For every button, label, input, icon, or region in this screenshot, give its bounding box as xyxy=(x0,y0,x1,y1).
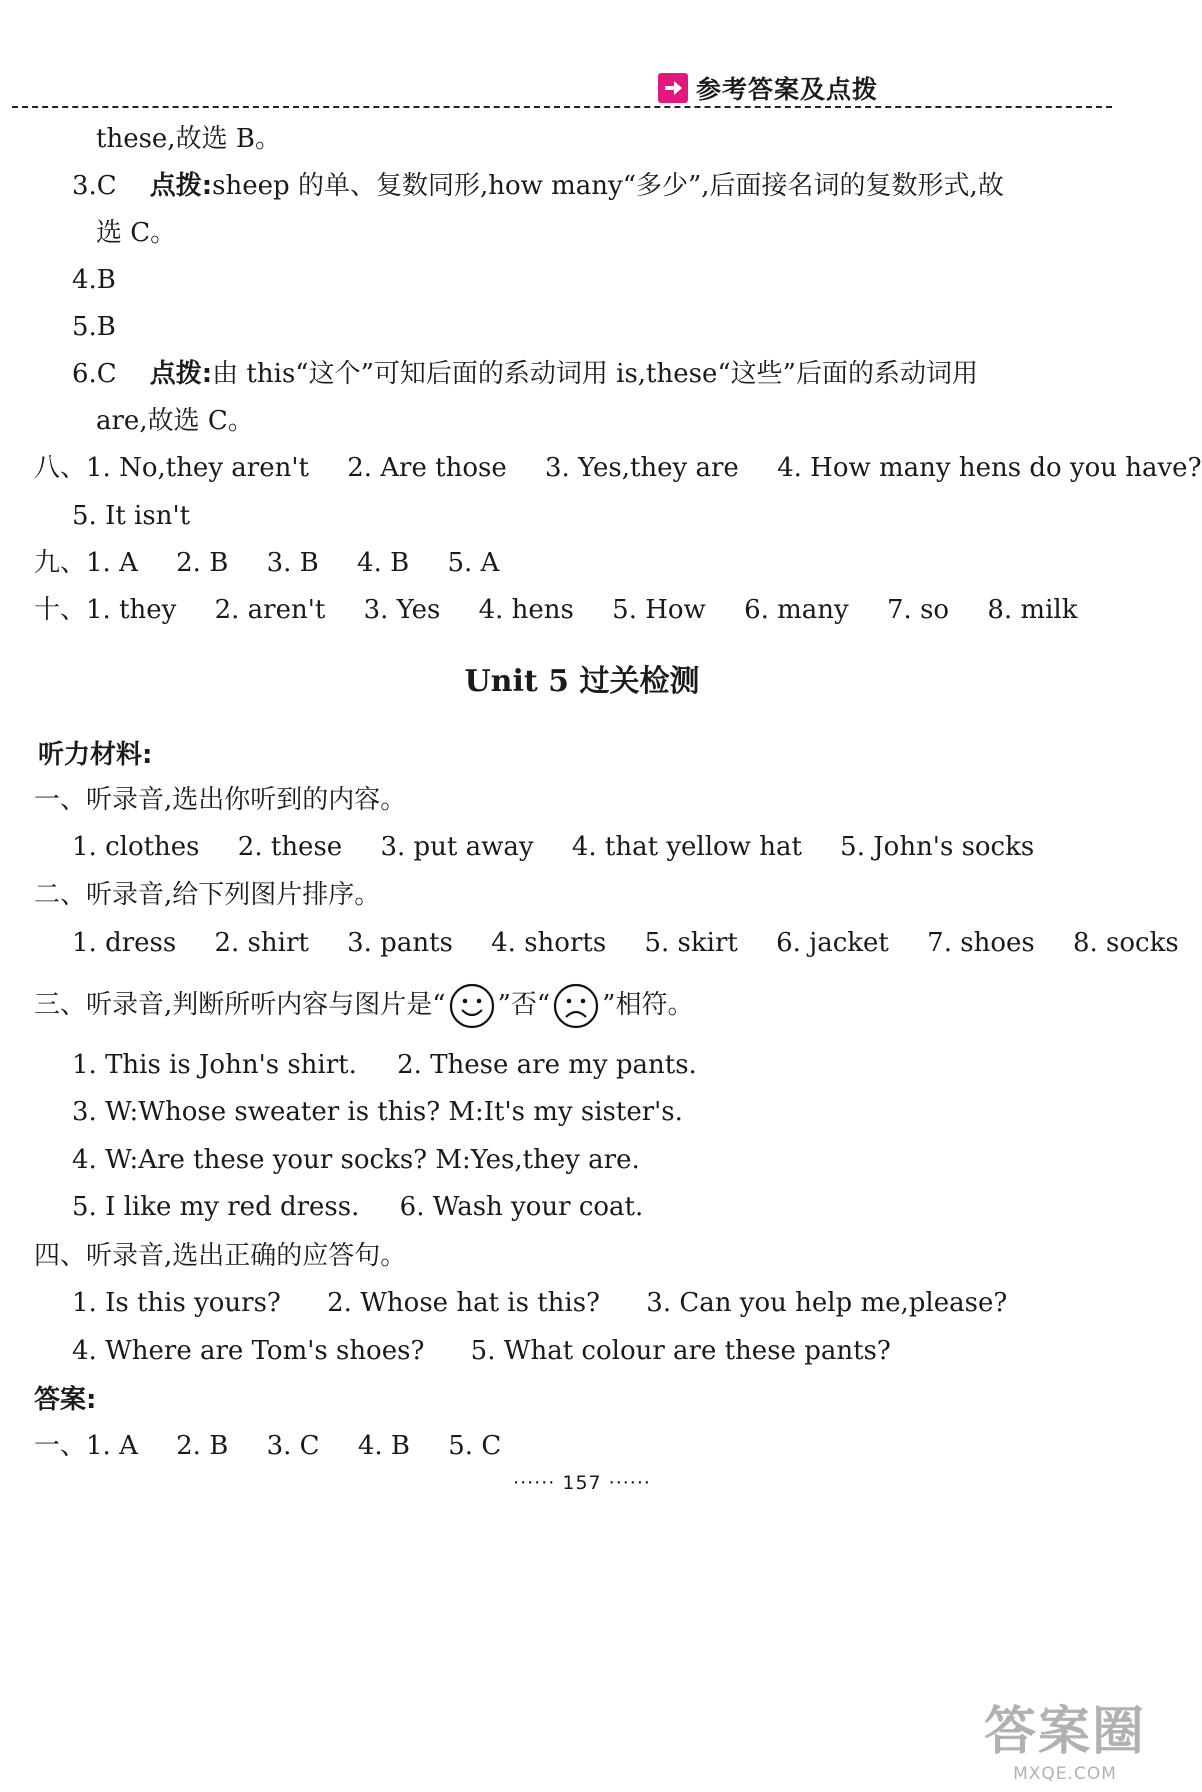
listening-section-4-title: 四、听录音,选出正确的应答句。 xyxy=(34,1241,407,1271)
unit-heading: Unit 5 过关检测 xyxy=(464,664,700,699)
listening-section-3-line-2: 3. W:Whose sweater is this? M:It's my sister's. xyxy=(72,1097,683,1127)
section-3-title-end: ”相符。 xyxy=(602,990,694,1020)
list-item: 2. Whose hat is this? xyxy=(327,1288,601,1318)
page-dots-right: ······ xyxy=(608,1472,651,1494)
arrow-icon xyxy=(658,73,688,103)
listening-section-4-line-1 xyxy=(72,1285,1007,1321)
answer-item: 3. Yes xyxy=(363,595,441,625)
list-item: 4. shorts xyxy=(491,928,607,958)
list-item: 6. Wash your coat. xyxy=(399,1192,644,1222)
answer-item: 4. hens xyxy=(478,595,574,625)
section-9-answers xyxy=(34,545,499,581)
list-item: 1. dress xyxy=(72,928,177,958)
list-item: 8. socks xyxy=(1072,928,1179,958)
answer-item: 2. Are those xyxy=(347,453,507,483)
answer-item: 九、1. A xyxy=(34,548,138,578)
hint-label: 点拨: xyxy=(149,359,213,389)
answer-item: 6. many xyxy=(744,595,849,625)
listening-section-3-title xyxy=(34,979,693,1031)
answer-item: 八、1. No,they aren't xyxy=(34,453,309,483)
listening-section-2-title: 二、听录音,给下列图片排序。 xyxy=(34,880,381,910)
answer-continuation: these,故选 B。 xyxy=(96,124,281,154)
answer-item: 8. milk xyxy=(987,595,1078,625)
answer-item: 2. aren't xyxy=(214,595,326,625)
watermark-logo: 答案圈 xyxy=(983,1702,1146,1762)
answer-item: 3. B xyxy=(266,548,319,578)
listening-section-1-items xyxy=(72,829,1034,865)
list-item: 3. pants xyxy=(347,928,453,958)
list-item: 6. jacket xyxy=(776,928,889,958)
list-item: 7. shoes xyxy=(927,928,1035,958)
listening-section-3-line-3: 4. W:Are these your socks? M:Yes,they are. xyxy=(72,1145,640,1175)
listening-section-2-items xyxy=(72,925,1179,961)
list-item: 2. these xyxy=(237,832,343,862)
answer-item: 4. B xyxy=(357,548,410,578)
list-item: 1. Is this yours? xyxy=(72,1288,281,1318)
hint-text: sheep 的单、复数同形,how many“多少”,后面接名词的复数形式,故 xyxy=(212,171,1004,201)
answer-number: 6.C xyxy=(72,359,117,389)
listening-section-3-line-4 xyxy=(72,1189,643,1225)
listening-section-3-line-1 xyxy=(72,1047,697,1083)
answer-item: 3. C xyxy=(266,1431,320,1461)
page-header xyxy=(658,70,878,106)
page-number xyxy=(0,1472,1164,1494)
header-divider xyxy=(12,106,1112,108)
list-item: 2. shirt xyxy=(214,928,309,958)
answer-item: 十、1. they xyxy=(34,595,177,625)
list-item: 4. that yellow hat xyxy=(571,832,802,862)
list-item: 1. This is John's shirt. xyxy=(72,1050,357,1080)
section-3-title-start: 三、听录音,判断所听内容与图片是“ xyxy=(34,990,446,1020)
smiley-face-icon xyxy=(448,982,496,1030)
listening-section-4-line-2 xyxy=(72,1333,891,1369)
page-number-value: 157 xyxy=(562,1472,602,1494)
answer-item: 2. B xyxy=(176,548,229,578)
answer-item: 3. Yes,they are xyxy=(544,453,739,483)
hint-label: 点拨: xyxy=(149,171,213,201)
answer-number: 3.C xyxy=(72,171,117,201)
section-10-answers xyxy=(34,592,1077,628)
answer-item: 一、1. A xyxy=(34,1431,138,1461)
section-3-title-middle: ”否“ xyxy=(497,990,551,1020)
list-item: 5. John's socks xyxy=(840,832,1035,862)
answer-6 xyxy=(72,356,978,392)
list-item: 5. I like my red dress. xyxy=(72,1192,360,1222)
page-dots-left: ······ xyxy=(513,1472,556,1494)
answer-item: 5. How xyxy=(612,595,706,625)
answer-6-continuation: are,故选 C。 xyxy=(96,406,254,436)
list-item: 3. Can you help me,please? xyxy=(646,1288,1008,1318)
header-title: 参考答案及点拨 xyxy=(696,75,879,104)
watermark-url: MXQE.COM xyxy=(1013,1764,1117,1784)
answer-5: 5.B xyxy=(72,312,116,342)
hint-text: 由 this“这个”可知后面的系动词用 is,these“这些”后面的系动词用 xyxy=(212,359,978,389)
answer-item: 2. B xyxy=(176,1431,229,1461)
section-8-answers xyxy=(34,450,1202,486)
answer-item: 5. C xyxy=(448,1431,502,1461)
section-8-continuation: 5. It isn't xyxy=(72,501,191,531)
answer-item: 5. A xyxy=(447,548,500,578)
answer-item: 4. B xyxy=(357,1431,410,1461)
list-item: 5. skirt xyxy=(644,928,738,958)
answers-section-1 xyxy=(34,1428,501,1464)
answer-item: 7. so xyxy=(887,595,950,625)
answer-4: 4.B xyxy=(72,265,116,295)
answer-item: 4. How many hens do you have? xyxy=(777,453,1202,483)
list-item: 2. These are my pants. xyxy=(397,1050,697,1080)
list-item: 5. What colour are these pants? xyxy=(470,1336,891,1366)
listening-section-1-title: 一、听录音,选出你听到的内容。 xyxy=(34,785,407,815)
answer-3 xyxy=(72,168,1004,204)
sad-face-icon xyxy=(552,982,600,1030)
list-item: 1. clothes xyxy=(72,832,200,862)
answer-3-continuation: 选 C。 xyxy=(96,218,177,248)
answers-label: 答案: xyxy=(34,1385,97,1415)
list-item: 4. Where are Tom's shoes? xyxy=(72,1336,425,1366)
watermark xyxy=(984,1689,1146,1784)
list-item: 3. put away xyxy=(380,832,534,862)
listening-label: 听力材料: xyxy=(38,740,153,770)
